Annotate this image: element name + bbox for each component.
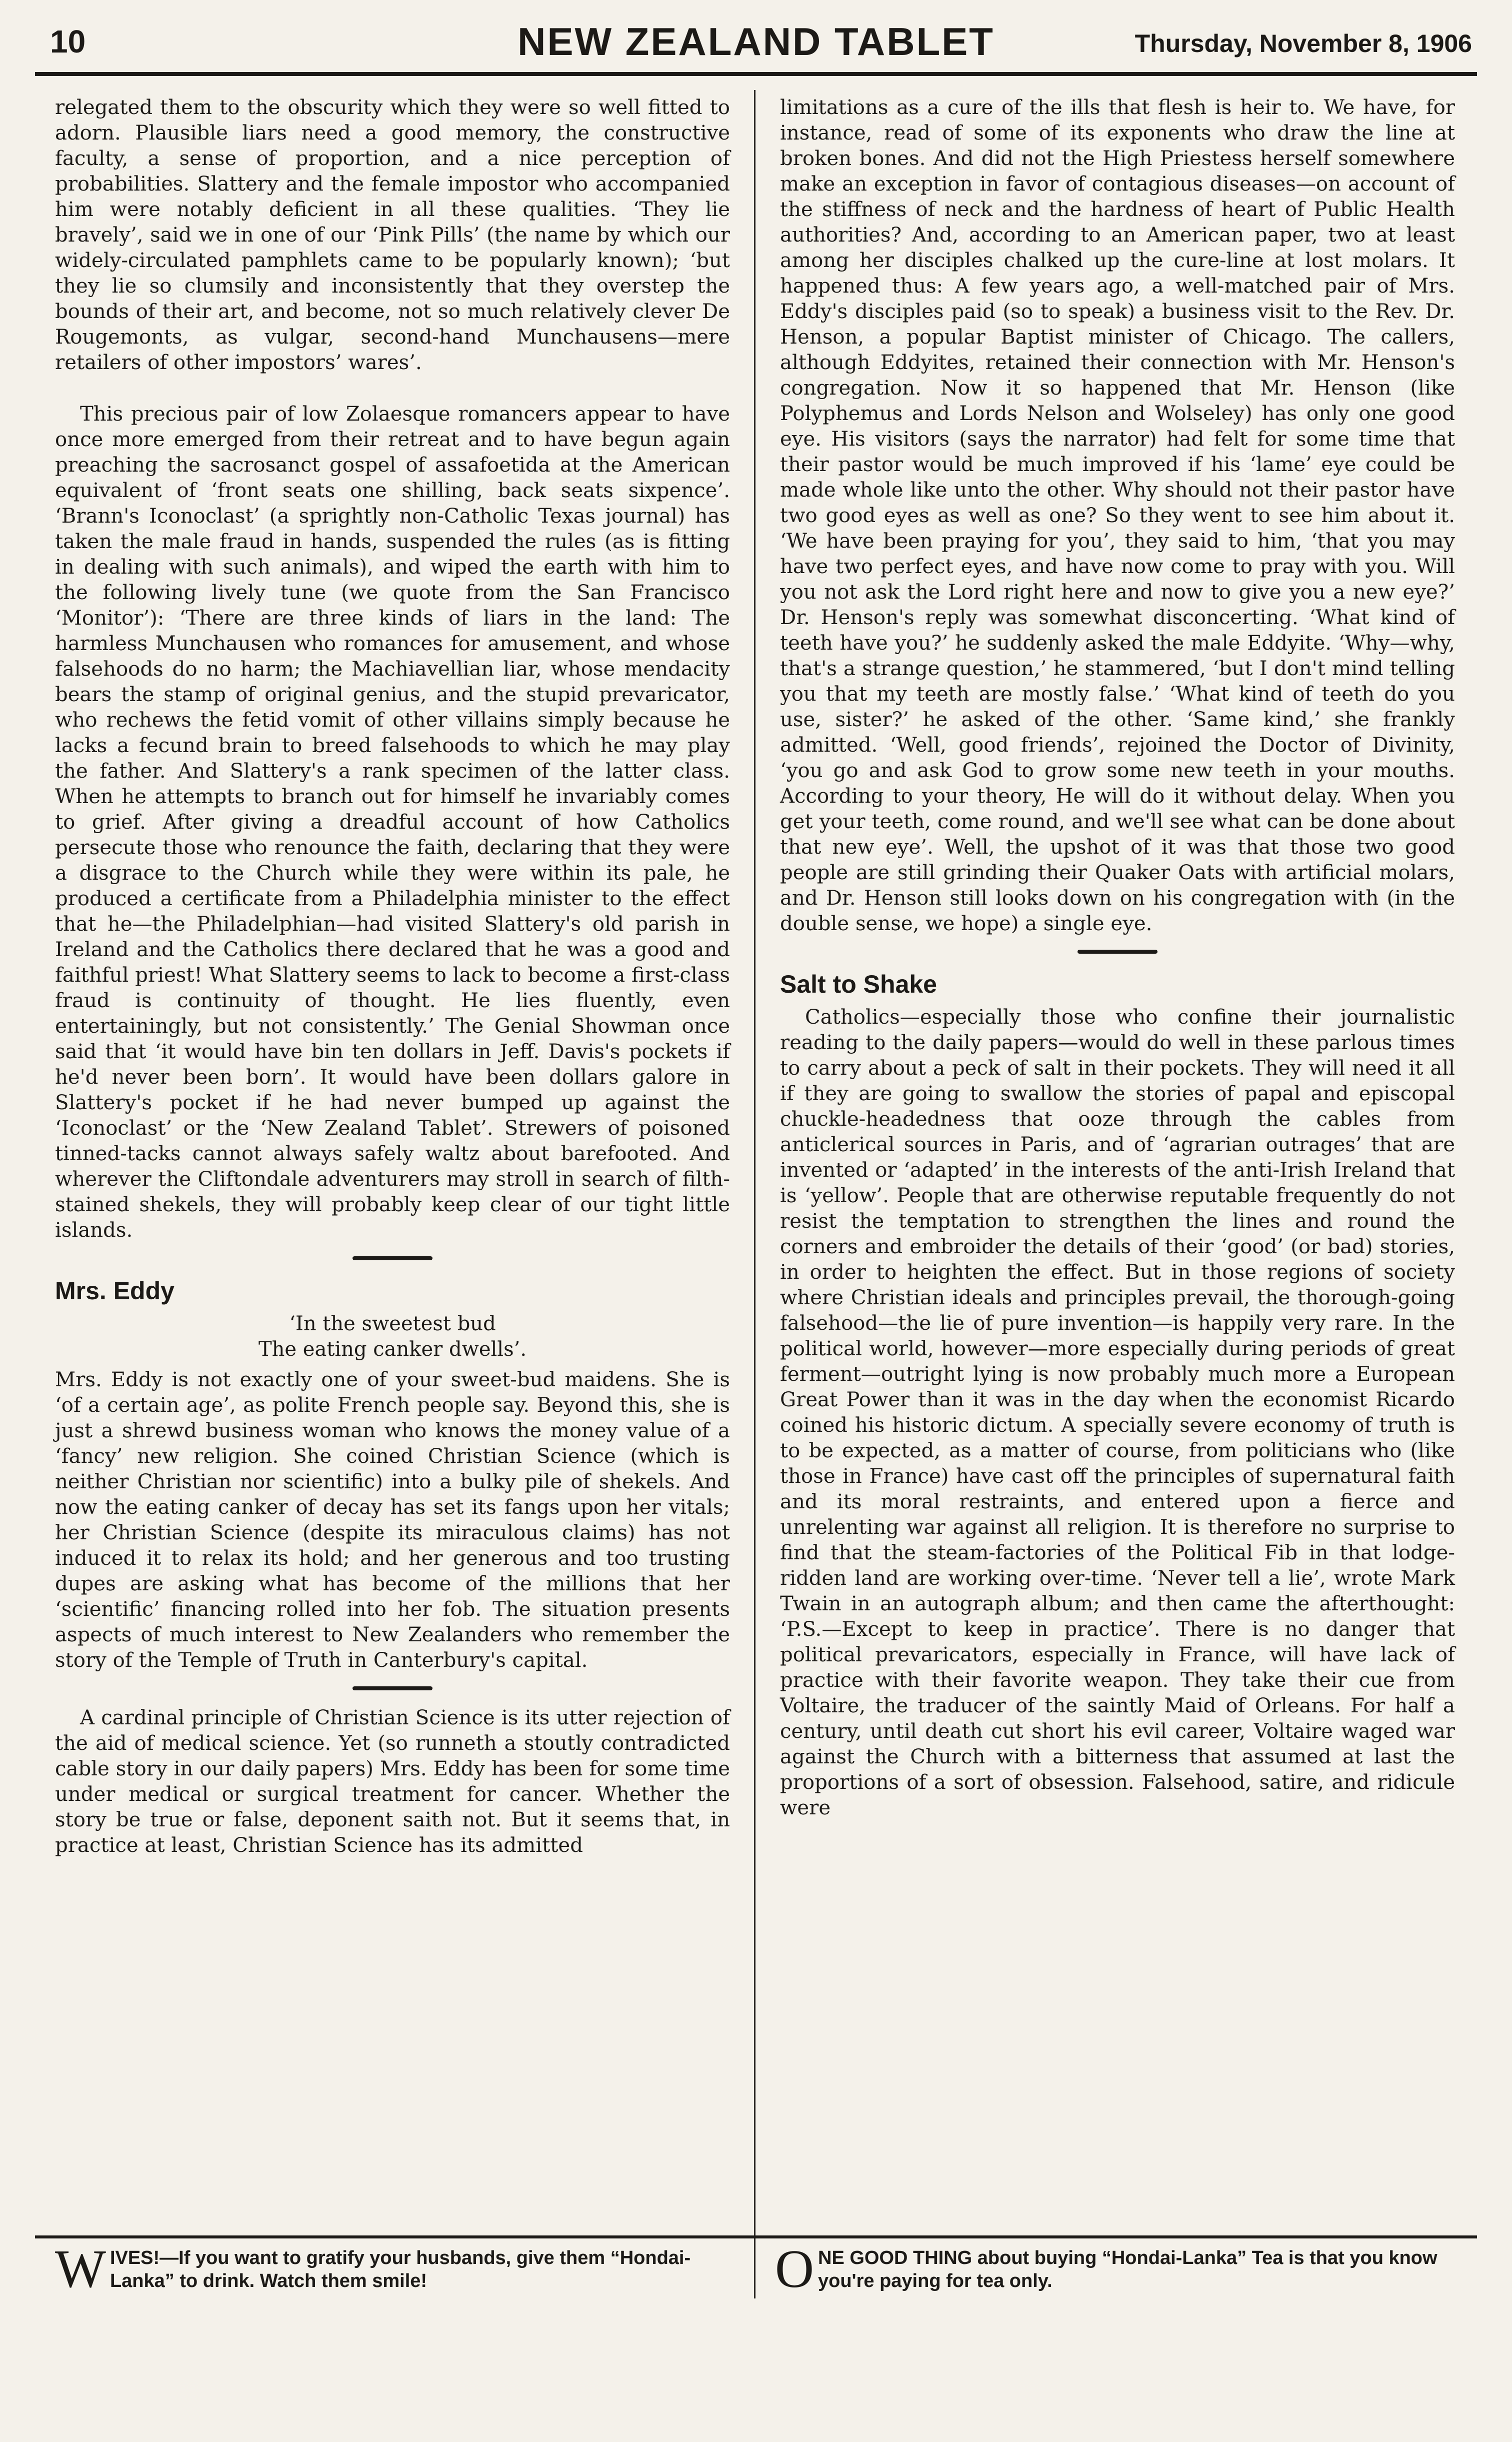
right-column <box>780 95 1455 1821</box>
advertisement-one-good-thing <box>775 2239 1465 2299</box>
epigraph <box>55 1311 730 1362</box>
article-paragraph: A cardinal principle of Christian Science is its utter rejection of the aid of medical science. Yet (so runneth a stoutly contradicted cable story in our daily papers) Mrs. Eddy has been for some time under medical or surgical treatment for cancer. Whether the story be true or false, deponent saith not. But it seems that, in practice at least, Christian Science has its admitted <box>55 1706 730 1857</box>
masthead <box>35 12 1477 76</box>
advertisement-text: NE GOOD THING about buying “Hondai-Lanka” Tea is that you know you're paying for tea only. <box>818 2247 1438 2291</box>
page-number: 10 <box>50 24 86 60</box>
advertisement-text: IVES!—If you want to gratify your husbands, give them “Hondai-Lanka” to drink. Watch them smile! <box>110 2247 691 2291</box>
article-paragraph: limitations as a cure of the ills that flesh is heir to. We have, for instance, read of some of its exponents who draw the line at broken bones. And did not the High Priestess herself somewhere make an exception in favor of contagious diseases—on account of the stiffness of neck and the hardness of heart of Public Health authorities? And, according to an American paper, two at least among her disciples chalked up the cure-line at lost molars. It happened thus: A few years ago, a well-matched pair of Mrs. Eddy's disciples paid (so to speak) a business visit to the Rev. Dr. Henson, a popular Baptist minister of Chicago. The callers, although Eddyites, retained their connection with Mr. Henson's congregation. Now it so happened that Mr. Henson (like Polyphemus and Lords Nelson and Wolseley) has only one good eye. His visitors (says the narrator) had felt for some time that their pastor would be much improved if his ‘lame’ eye could be made whole like unto the other. Why should not their pastor have two good eyes as well as one? So they went to see him about it. ‘We have been praying for you’, they said to him, ‘that you may have two perfect eyes, and have now come to pray with you. Will you not ask the Lord right here and now to give you a new eye?’ Dr. Henson's reply was somewhat disconcerting. ‘What kind of teeth have you?’ he suddenly asked the male Eddyite. ‘Why—why, that's a strange question,’ he stammered, ‘but I don't mind telling you that my teeth are mostly false.’ ‘What kind of teeth do you use, sister?’ he asked of the other. ‘Same kind,’ she frankly admitted. ‘Well, good friends’, rejoined the Doctor of Divinity, ‘you go and ask God to grow some new teeth in your mouths. According to your theory, He will do it without delay. When you get your teeth, come round, and we'll see what can be done about that new eye’. Well, the upshot of it was that those two good people are still grinding their Quaker Oats with artificial molars, and Dr. Henson still looks down on his congregation with (in the double sense, we hope) a single eye. <box>780 96 1455 935</box>
advertisement-bar <box>35 2235 1477 2308</box>
epigraph-line: ‘In the sweetest bud <box>289 1312 496 1335</box>
article-paragraph: Mrs. Eddy is not exactly one of your sweet-bud maidens. She is ‘of a certain age’, as polite French people say. Beyond this, she is just a shrewd business woman who knows the money value of a ‘fancy’ new religion. She coined Christian Science (which is neither Christian nor scientific) into a bulky pile of shekels. And now the eating canker of decay has set its fangs upon her vitals; her Christian Science (despite its miraculous claims) has not induced it to relax its hold; and her generous and too trusting dupes are asking what has become of the millions that her ‘scientific’ financing rolled into her fob. The situation presents aspects of much interest to New Zealanders who remember the story of the Temple of Truth in Canterbury's capital. <box>55 1368 730 1672</box>
section-divider <box>1078 950 1158 954</box>
epigraph-line: The eating canker dwells’. <box>258 1338 527 1361</box>
article-paragraph: Catholics—especially those who confine their journalistic reading to the daily papers—would do well in these parlous times to carry about a peck of salt in their pockets. They will need it all if they are going to swallow the stories of papal and episcopal chuckle-headedness that ooze through the cables from anticlerical sources in Paris, and of ‘agrarian outrages’ that are invented or ‘adapted’ in the interests of the anti-Irish Ireland that is ‘yellow’. People that are otherwise reputable frequently do not resist the temptation to strengthen the lines and round the corners and embroider the details of their ‘good’ (or bad) stories, in order to heighten the effect. But in those regions of society where Christian ideals and principles prevail, the thorough-going falsehood—the lie of pure invention—is happily very rare. In the political world, however—more especially during periods of great ferment—outright lying is now probably much more a European Great Power than it was in the day when the economist Ricardo coined his historic dictum. A specially severe economy of truth is to be expected, as a matter of course, from politicians who (like those in France) have cast off the principles of supernatural faith and its moral restraints, and entered upon a fierce and unrelenting war against all religion. It is therefore no surprise to find that the steam-factories of the Political Fib in that lodge-ridden land are working over-time. ‘Never tell a lie’, wrote Mark Twain in an autograph album; and then came the afterthought: ‘P.S.—Except to keep in practice’. There is no danger that political prevaricators, especially in France, will have lack of practice with their favorite weapon. They take their cue from Voltaire, the traducer of the saintly Maid of Orleans. For half a century, until death cut short his evil career, Voltaire waged war against the Church with a bitterness that assumed at last the proportions of a sort of obsession. Falsehood, satire, and ridicule were <box>780 1006 1455 1819</box>
advertisement-divider <box>754 2243 756 2298</box>
section-heading-salt-to-shake: Salt to Shake <box>780 970 937 998</box>
article-paragraph: relegated them to the obscurity which they were so well fitted to adorn. Plausible liars need a good memory, the constructive faculty, a sense of proportion, and a nice perception of probabilities. Slattery and the female impostor who accompanied him were notably deficient in all these qualities. ‘They lie bravely’, said we in one of our ‘Pink Pills’ (the name by which our widely-circulated pamphlets came to be popularly known); ‘but they lie so clumsily and inconsistently that they overstep the bounds of their art, and become, not so much relatively clever De Rougemonts, as vulgar, second-hand Munchausens—mere retailers of other impostors’ wares’. <box>55 96 730 374</box>
left-column <box>55 95 730 1858</box>
drop-cap: O <box>775 2239 814 2299</box>
drop-cap: W <box>55 2239 106 2299</box>
section-heading-mrs-eddy: Mrs. Eddy <box>55 1277 174 1305</box>
newspaper-title: NEW ZEALAND TABLET <box>518 20 994 64</box>
column-divider <box>754 90 756 2265</box>
section-divider <box>352 1256 432 1260</box>
advertisement-wives <box>55 2239 745 2299</box>
publication-date: Thursday, November 8, 1906 <box>1134 30 1472 58</box>
section-divider <box>352 1686 432 1690</box>
article-paragraph: This precious pair of low Zolaesque romancers appear to have once more emerged from their retreat and to have begun again preaching the sacrosanct gospel of assafoetida at the American equivalent of ‘front seats one shilling, back seats sixpence’. ‘Brann's Iconoclast’ (a sprightly non-Catholic Texas journal) has taken the male fraud in hands, suspended the rules (as is fitting in dealing with such animals), and wiped the earth with him to the following lively tune (we quote from the San Francisco ‘Monitor’): ‘There are three kinds of liars in the land: The harmless Munchausen who romances for amusement, and whose falsehoods do no harm; the Machiavellian liar, whose mendacity bears the stamp of original genius, and the stupid prevaricator, who rechews the fetid vomit of other villains simply because he lacks a fecund brain to breed falsehoods to which he may play the father. And Slattery's a rank specimen of the latter class. When he attempts to branch out for himself he invariably comes to grief. After giving a dreadful account of how Catholics persecute those who renounce the faith, declaring that they were a disgrace to the Church while they were within its pale, he produced a certificate from a Philadelphia minister to the effect that he—the Philadelphian—had visited Slattery's old parish in Ireland and the Catholics there declared that he was a good and faithful priest! What Slattery seems to lack to become a first-class fraud is continuity of thought. He lies fluently, even entertainingly, but not consistently.’ The Genial Showman once said that ‘it would have bin ten dollars in Jeff. Davis's pockets if he'd never been born’. It would have been dollars galore in Slattery's pocket if he had never bumped up against the ‘Iconoclast’ or the ‘New Zealand Tablet’. Strewers of poisoned tinned-tacks cannot always safely waltz about barefooted. And wherever the Cliftondale adventurers may stroll in search of filth-stained shekels, they will probably keep clear of our tight little islands. <box>55 403 730 1242</box>
